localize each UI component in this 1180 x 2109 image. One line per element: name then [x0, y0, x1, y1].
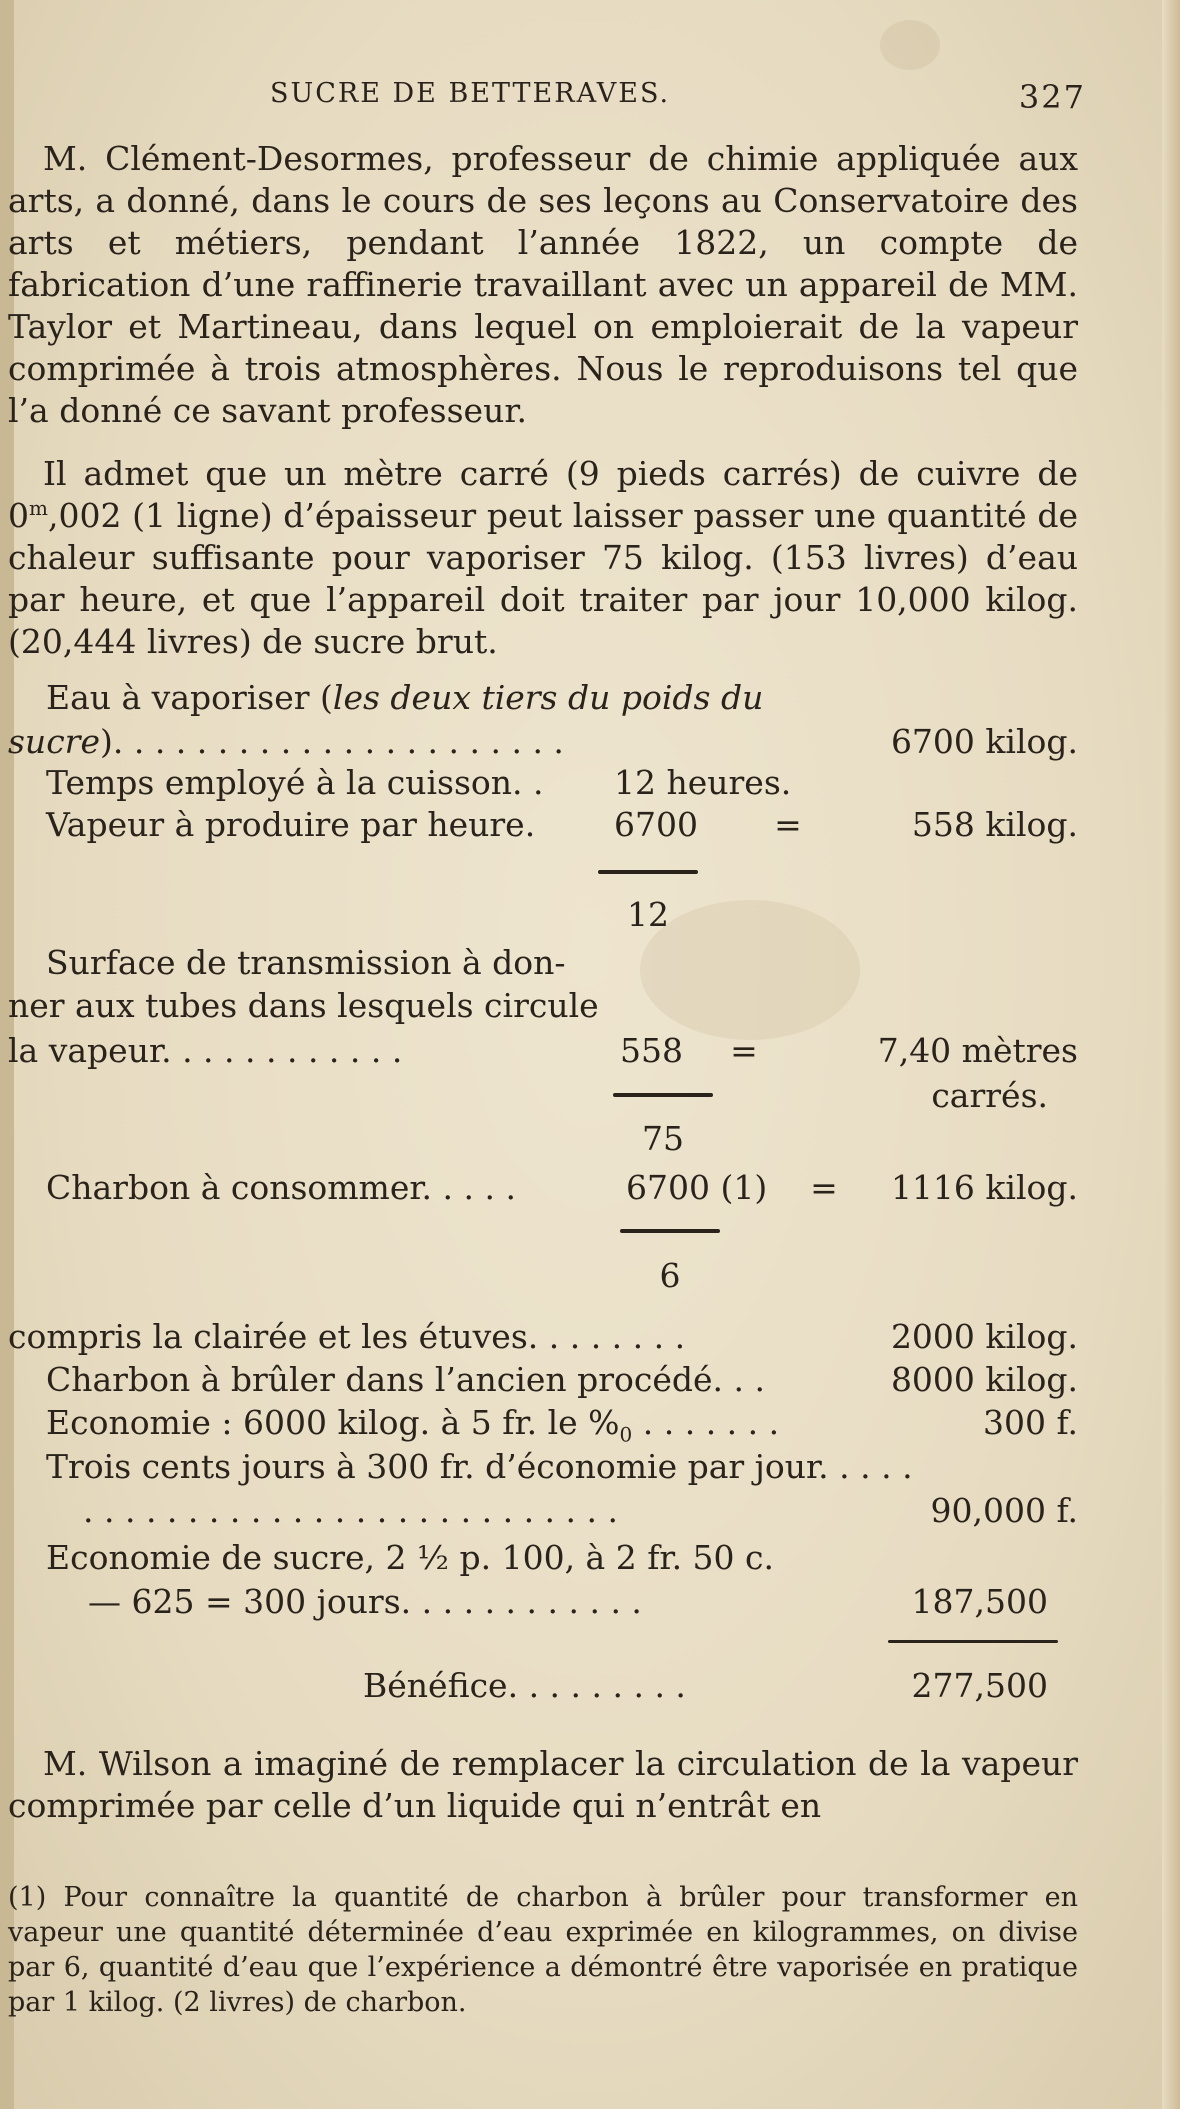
- trois-label: Trois cents jours à 300 fr. d’économie par jour. . . . .: [46, 1447, 913, 1486]
- sucre-value: 187,500: [911, 1582, 1048, 1621]
- surface-equals: =: [730, 1031, 758, 1070]
- sucre-line2: — 625 = 300 jours. . . . . . . . . . . .: [88, 1582, 642, 1621]
- fraction-bar: [598, 870, 698, 874]
- paragraph-2: Il admet que un mètre carré (9 pieds carrés) de cuivre de 0$^m$,002 (1 ligne) d’épaisseur peut laisser passer une quantité de chaleur suffisante pour vaporiser 75 kilog. (153 livres) d’eau par heure, et que l’appareil doit traiter par jour 10,000 kilog. (20,444 livres) de sucre brut.: [8, 454, 1078, 661]
- paper-stain: [880, 20, 940, 70]
- trois-value: 90,000 f.: [930, 1491, 1078, 1530]
- economie-value: 300 f.: [982, 1403, 1078, 1442]
- surface-denominator: 75: [642, 1119, 684, 1158]
- running-title: SUCRE DE BETTERAVES.: [270, 78, 671, 109]
- surface-result: 7,40 mètres: [877, 1031, 1078, 1070]
- benefice-label: Bénéfice. . . . . . . . .: [363, 1666, 686, 1705]
- ancien-label: Charbon à brûler dans l’ancien procédé. . .: [46, 1360, 765, 1399]
- running-header: [270, 78, 1086, 118]
- charbon-numerator: 6700 (1): [626, 1168, 768, 1207]
- paragraph-3: M. Wilson a imaginé de remplacer la circulation de la vapeur comprimée par celle d’un liquide qui n’entrât en: [8, 1744, 1078, 1825]
- charbon-result: 1116 kilog.: [890, 1168, 1078, 1207]
- compris-value: 2000 kilog.: [890, 1317, 1078, 1356]
- surface-label-line2: ner aux tubes dans lesquels circule: [8, 986, 599, 1025]
- temps-label: Temps employé à la cuisson. .: [46, 763, 544, 802]
- vapeur-result: 558 kilog.: [911, 805, 1078, 844]
- eau-label-line2: sucre). . . . . . . . . . . . . . . . . . . . . .: [8, 722, 564, 761]
- trois-dots: . . . . . . . . . . . . . . . . . . . . . . . . . .: [83, 1491, 618, 1530]
- sum-rule: [888, 1640, 1058, 1643]
- fraction-bar: [613, 1093, 713, 1097]
- charbon-denominator: 6: [659, 1256, 681, 1295]
- sucre-label: Economie de sucre, 2 ½ p. 100, à 2 fr. 50 c.: [46, 1538, 774, 1577]
- surface-label-line3: la vapeur. . . . . . . . . . . .: [8, 1031, 403, 1070]
- page-number: 327: [1018, 78, 1086, 116]
- surface-label-line1: Surface de transmission à don-: [46, 943, 566, 982]
- charbon-equals: =: [810, 1168, 838, 1207]
- vapeur-equals: =: [774, 805, 802, 844]
- economie-label: Economie : 6000 kilog. à 5 fr. le $\%_0$ . . . . . . .: [46, 1403, 780, 1447]
- footnote: (1) Pour connaître la quantité de charbon à brûler pour transformer en vapeur une quantité déterminée d’eau exprimée en kilogrammes, on divise par 6, quantité d’eau que l’expérience a démontré être vaporisée en pratique par 1 kilog. (2 livres) de charbon.: [8, 1882, 1078, 2018]
- page-edge: [1162, 0, 1180, 2109]
- vapeur-numerator: 6700: [614, 805, 698, 844]
- fraction-bar: [620, 1229, 720, 1233]
- compris-label: compris la clairée et les étuves. . . . . . . .: [8, 1317, 686, 1356]
- eau-label-line1: Eau à vaporiser (les deux tiers du poids du: [46, 678, 764, 717]
- eau-value: 6700 kilog.: [890, 722, 1078, 761]
- vapeur-denominator: 12: [627, 895, 669, 934]
- surface-numerator: 558: [620, 1031, 683, 1070]
- ancien-value: 8000 kilog.: [890, 1360, 1078, 1399]
- benefice-value: 277,500: [911, 1666, 1048, 1705]
- paragraph-1: M. Clément-Desormes, professeur de chimie appliquée aux arts, a donné, dans le cours de ses leçons au Conservatoire des arts et métiers, pendant l’année 1822, un compte de fabrication d’une raffinerie travaillant avec un appareil de MM. Taylor et Martineau, dans lequel on emploierait de la vapeur comprimée à trois atmosphères. Nous le reproduisons tel que l’a donné ce savant professeur.: [8, 139, 1078, 430]
- charbon-label: Charbon à consommer. . . . .: [46, 1168, 516, 1207]
- temps-value: 12 heures.: [614, 763, 792, 802]
- surface-result-unit: carrés.: [931, 1076, 1048, 1115]
- vapeur-label: Vapeur à produire par heure.: [46, 805, 536, 844]
